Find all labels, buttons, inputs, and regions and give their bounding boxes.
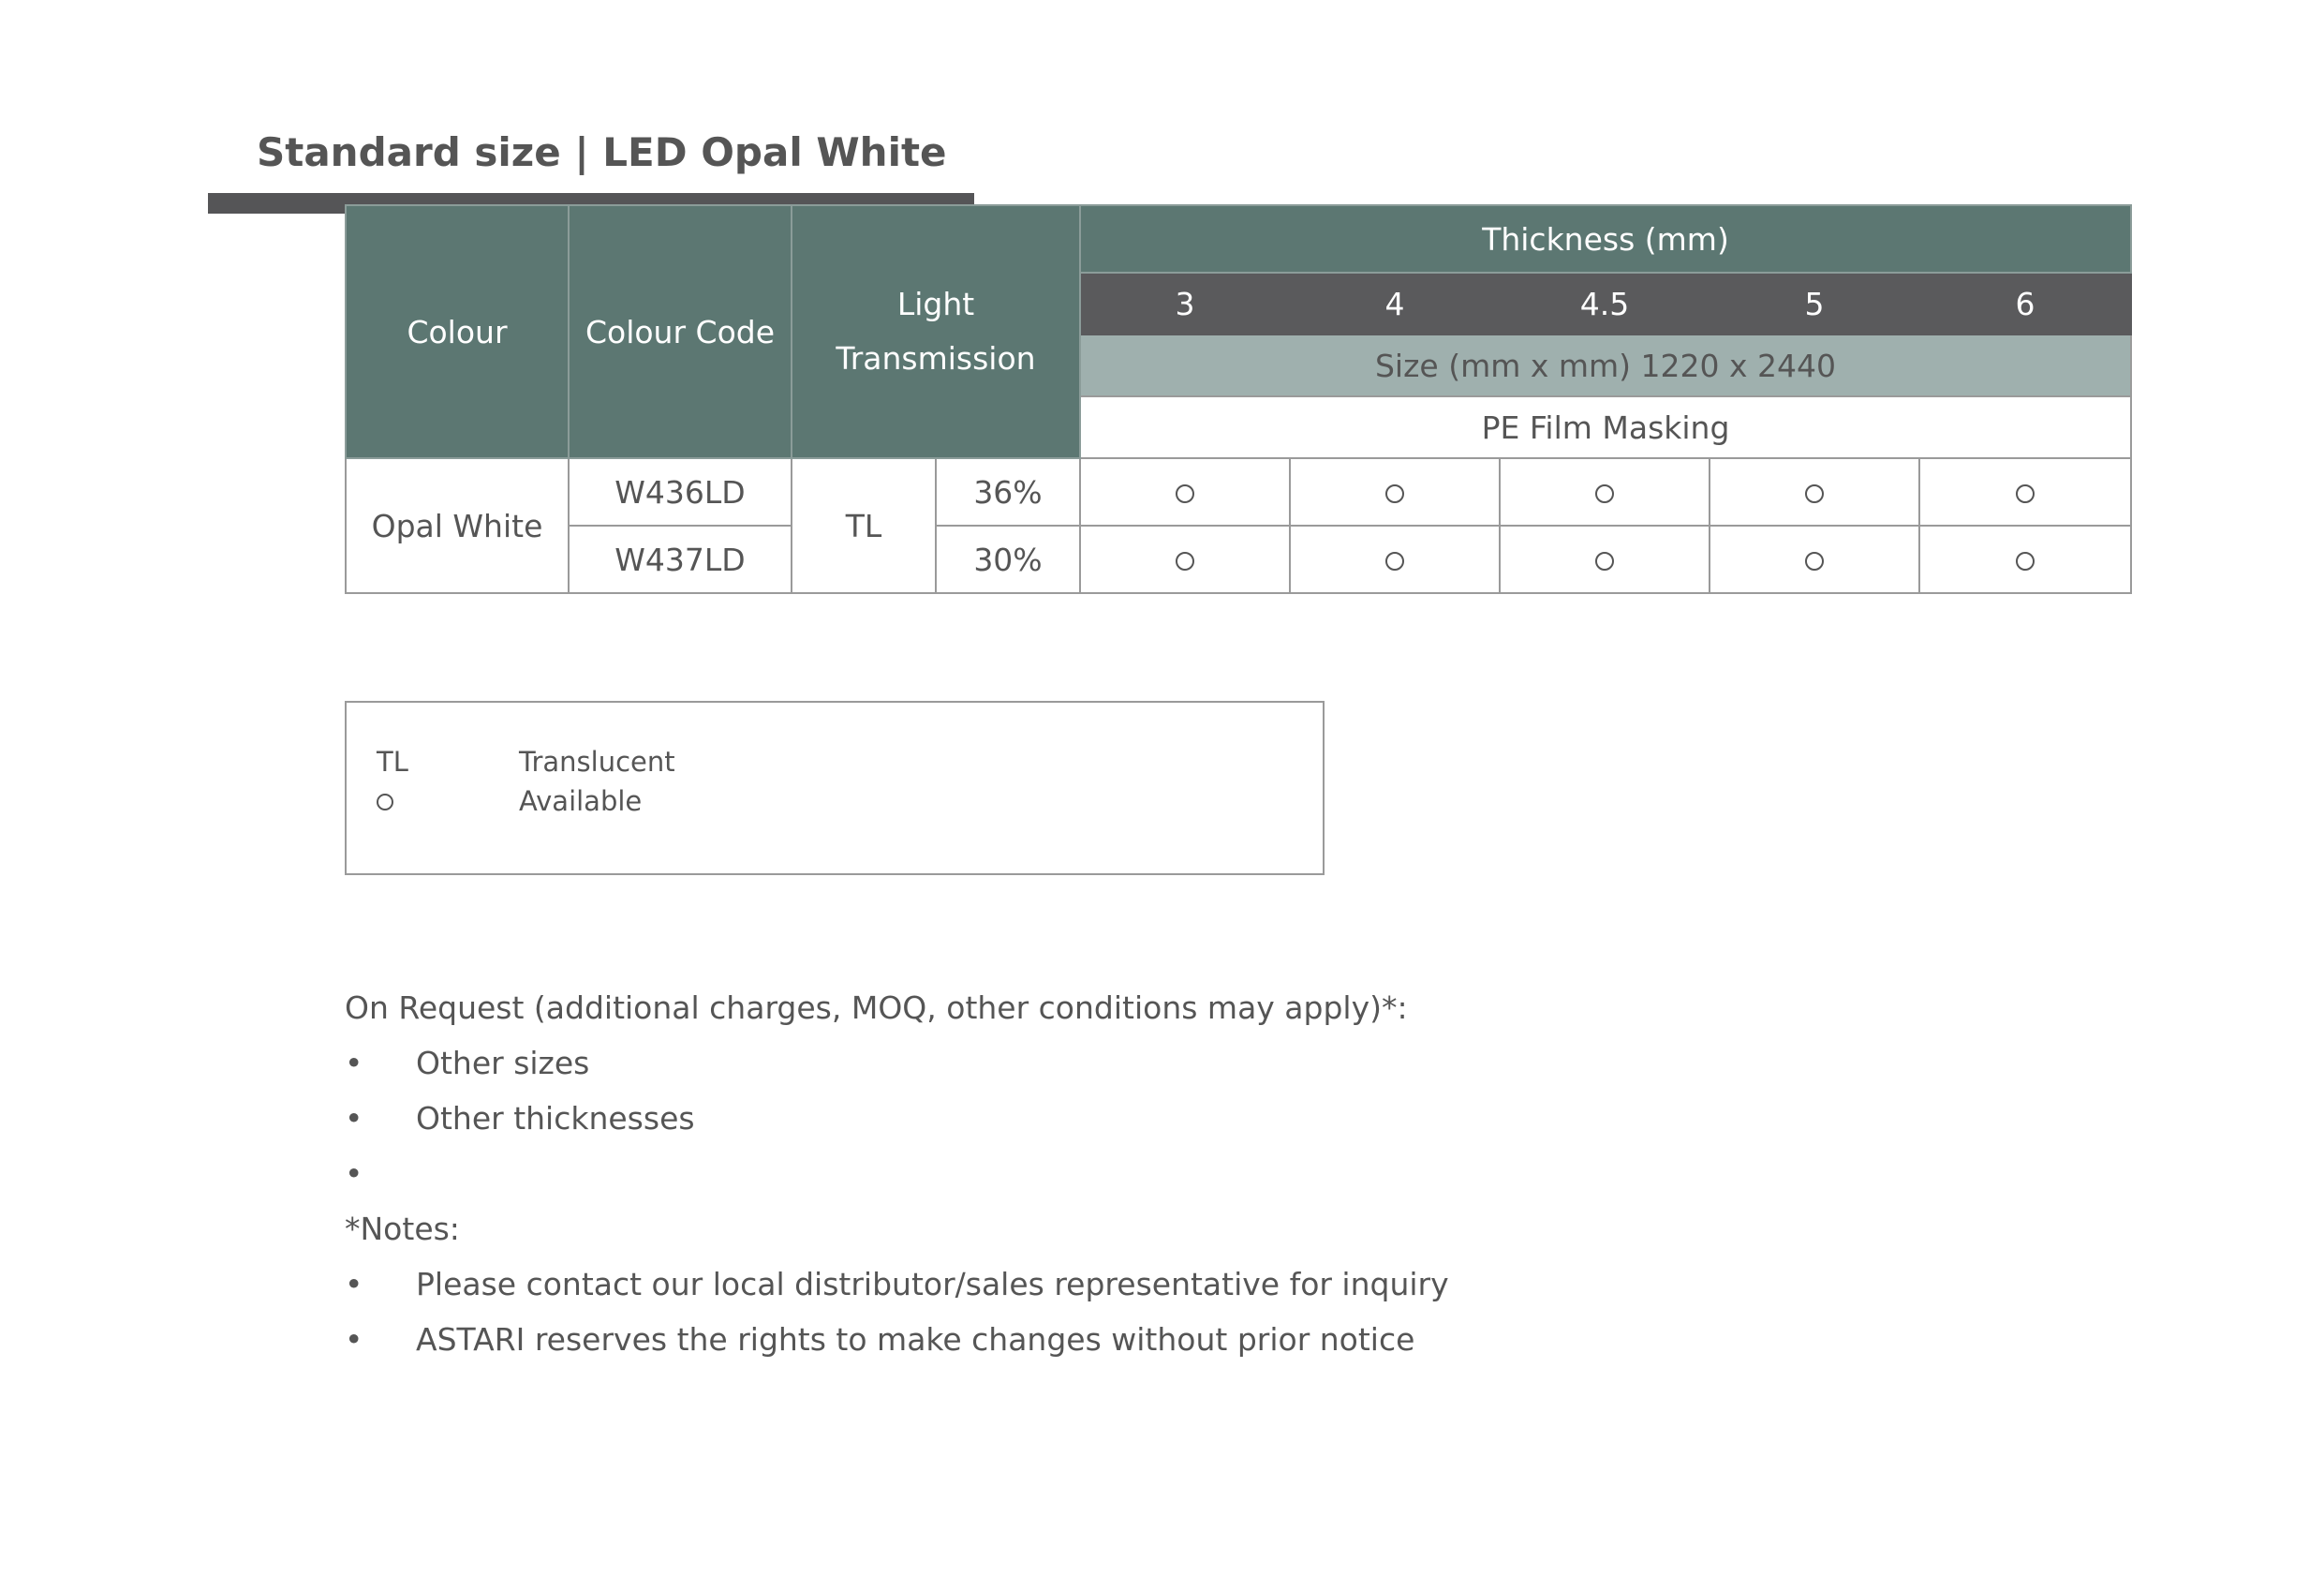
page-title: Standard size | LED Opal White [257,129,947,175]
header-light-transmission [792,205,1080,458]
header-colour-code: Colour Code [569,205,792,458]
list-item [345,1094,1408,1150]
thickness-3: 3 [1080,273,1290,335]
header-light-transmission-label: Light Transmission [836,286,1036,377]
circle-icon [1595,552,1614,571]
circle-icon [2016,484,2035,503]
cell-availability [1290,458,1500,526]
cell-availability [1080,458,1290,526]
table-row [346,458,2131,526]
circle-icon [1805,484,1824,503]
circle-icon [1385,552,1404,571]
cell-colour: Opal White [346,458,569,593]
request-heading [345,984,1408,1039]
cell-availability [1500,458,1710,526]
cell-code: W437LD [569,526,792,593]
notes-section [345,984,1449,1371]
circle-icon [1176,552,1194,571]
thickness-4-5: 4.5 [1500,273,1710,335]
notes-heading [345,1205,1408,1260]
cell-availability [1919,526,2131,593]
circle-icon [2016,552,2035,571]
legend-key-tl: TL [377,746,408,778]
note-item-text: Please contact our local distributor/sales representative for inquiry [416,1266,1449,1302]
list-item [345,1260,1449,1316]
bullet: • [345,1266,363,1302]
cell-availability [1080,526,1290,593]
request-item-text: Other sizes [416,1045,590,1081]
bullet: • [345,1155,363,1192]
header-size: Size (mm x mm) 1220 x 2440 [1080,335,2131,396]
legend-row-translucent [377,742,675,781]
circle-icon [1595,484,1614,503]
cell-availability [1710,458,1919,526]
bullet: • [345,1321,363,1358]
bullet: • [345,1045,363,1081]
header-masking: PE Film Masking [1080,396,2131,458]
cell-availability [1710,526,1919,593]
cell-type: TL [792,458,936,593]
legend-row-available [377,781,642,821]
legend-box [345,701,1325,875]
request-item-text: Other thicknesses [416,1100,695,1137]
list-item [345,1316,1415,1371]
list-item [345,1039,1408,1094]
cell-transmission: 36% [936,458,1080,526]
thickness-6: 6 [1919,273,2131,335]
header-colour: Colour [346,205,569,458]
note-item-text: ASTARI reserves the rights to make changes without prior notice [416,1321,1415,1358]
legend-label-available: Available [519,785,643,817]
circle-icon [1176,484,1194,503]
table-row [346,526,2131,593]
notes-heading-text: *Notes: [345,1211,460,1247]
legend-key-circle [377,785,519,817]
cell-availability [1500,526,1710,593]
cell-transmission: 30% [936,526,1080,593]
spec-table [345,204,2132,594]
bullet: • [345,1100,363,1137]
request-heading-text: On Request (additional charges, MOQ, other conditions may apply)*: [345,989,1408,1026]
header-thickness: Thickness (mm) [1080,205,2131,273]
circle-icon [1805,552,1824,571]
circle-icon [1385,484,1404,503]
list-item [345,1150,1408,1205]
circle-icon [377,794,393,810]
cell-availability [1919,458,2131,526]
cell-code: W436LD [569,458,792,526]
thickness-5: 5 [1710,273,1919,335]
legend-label-translucent: Translucent [519,746,675,778]
thickness-4: 4 [1290,273,1500,335]
cell-availability [1290,526,1500,593]
